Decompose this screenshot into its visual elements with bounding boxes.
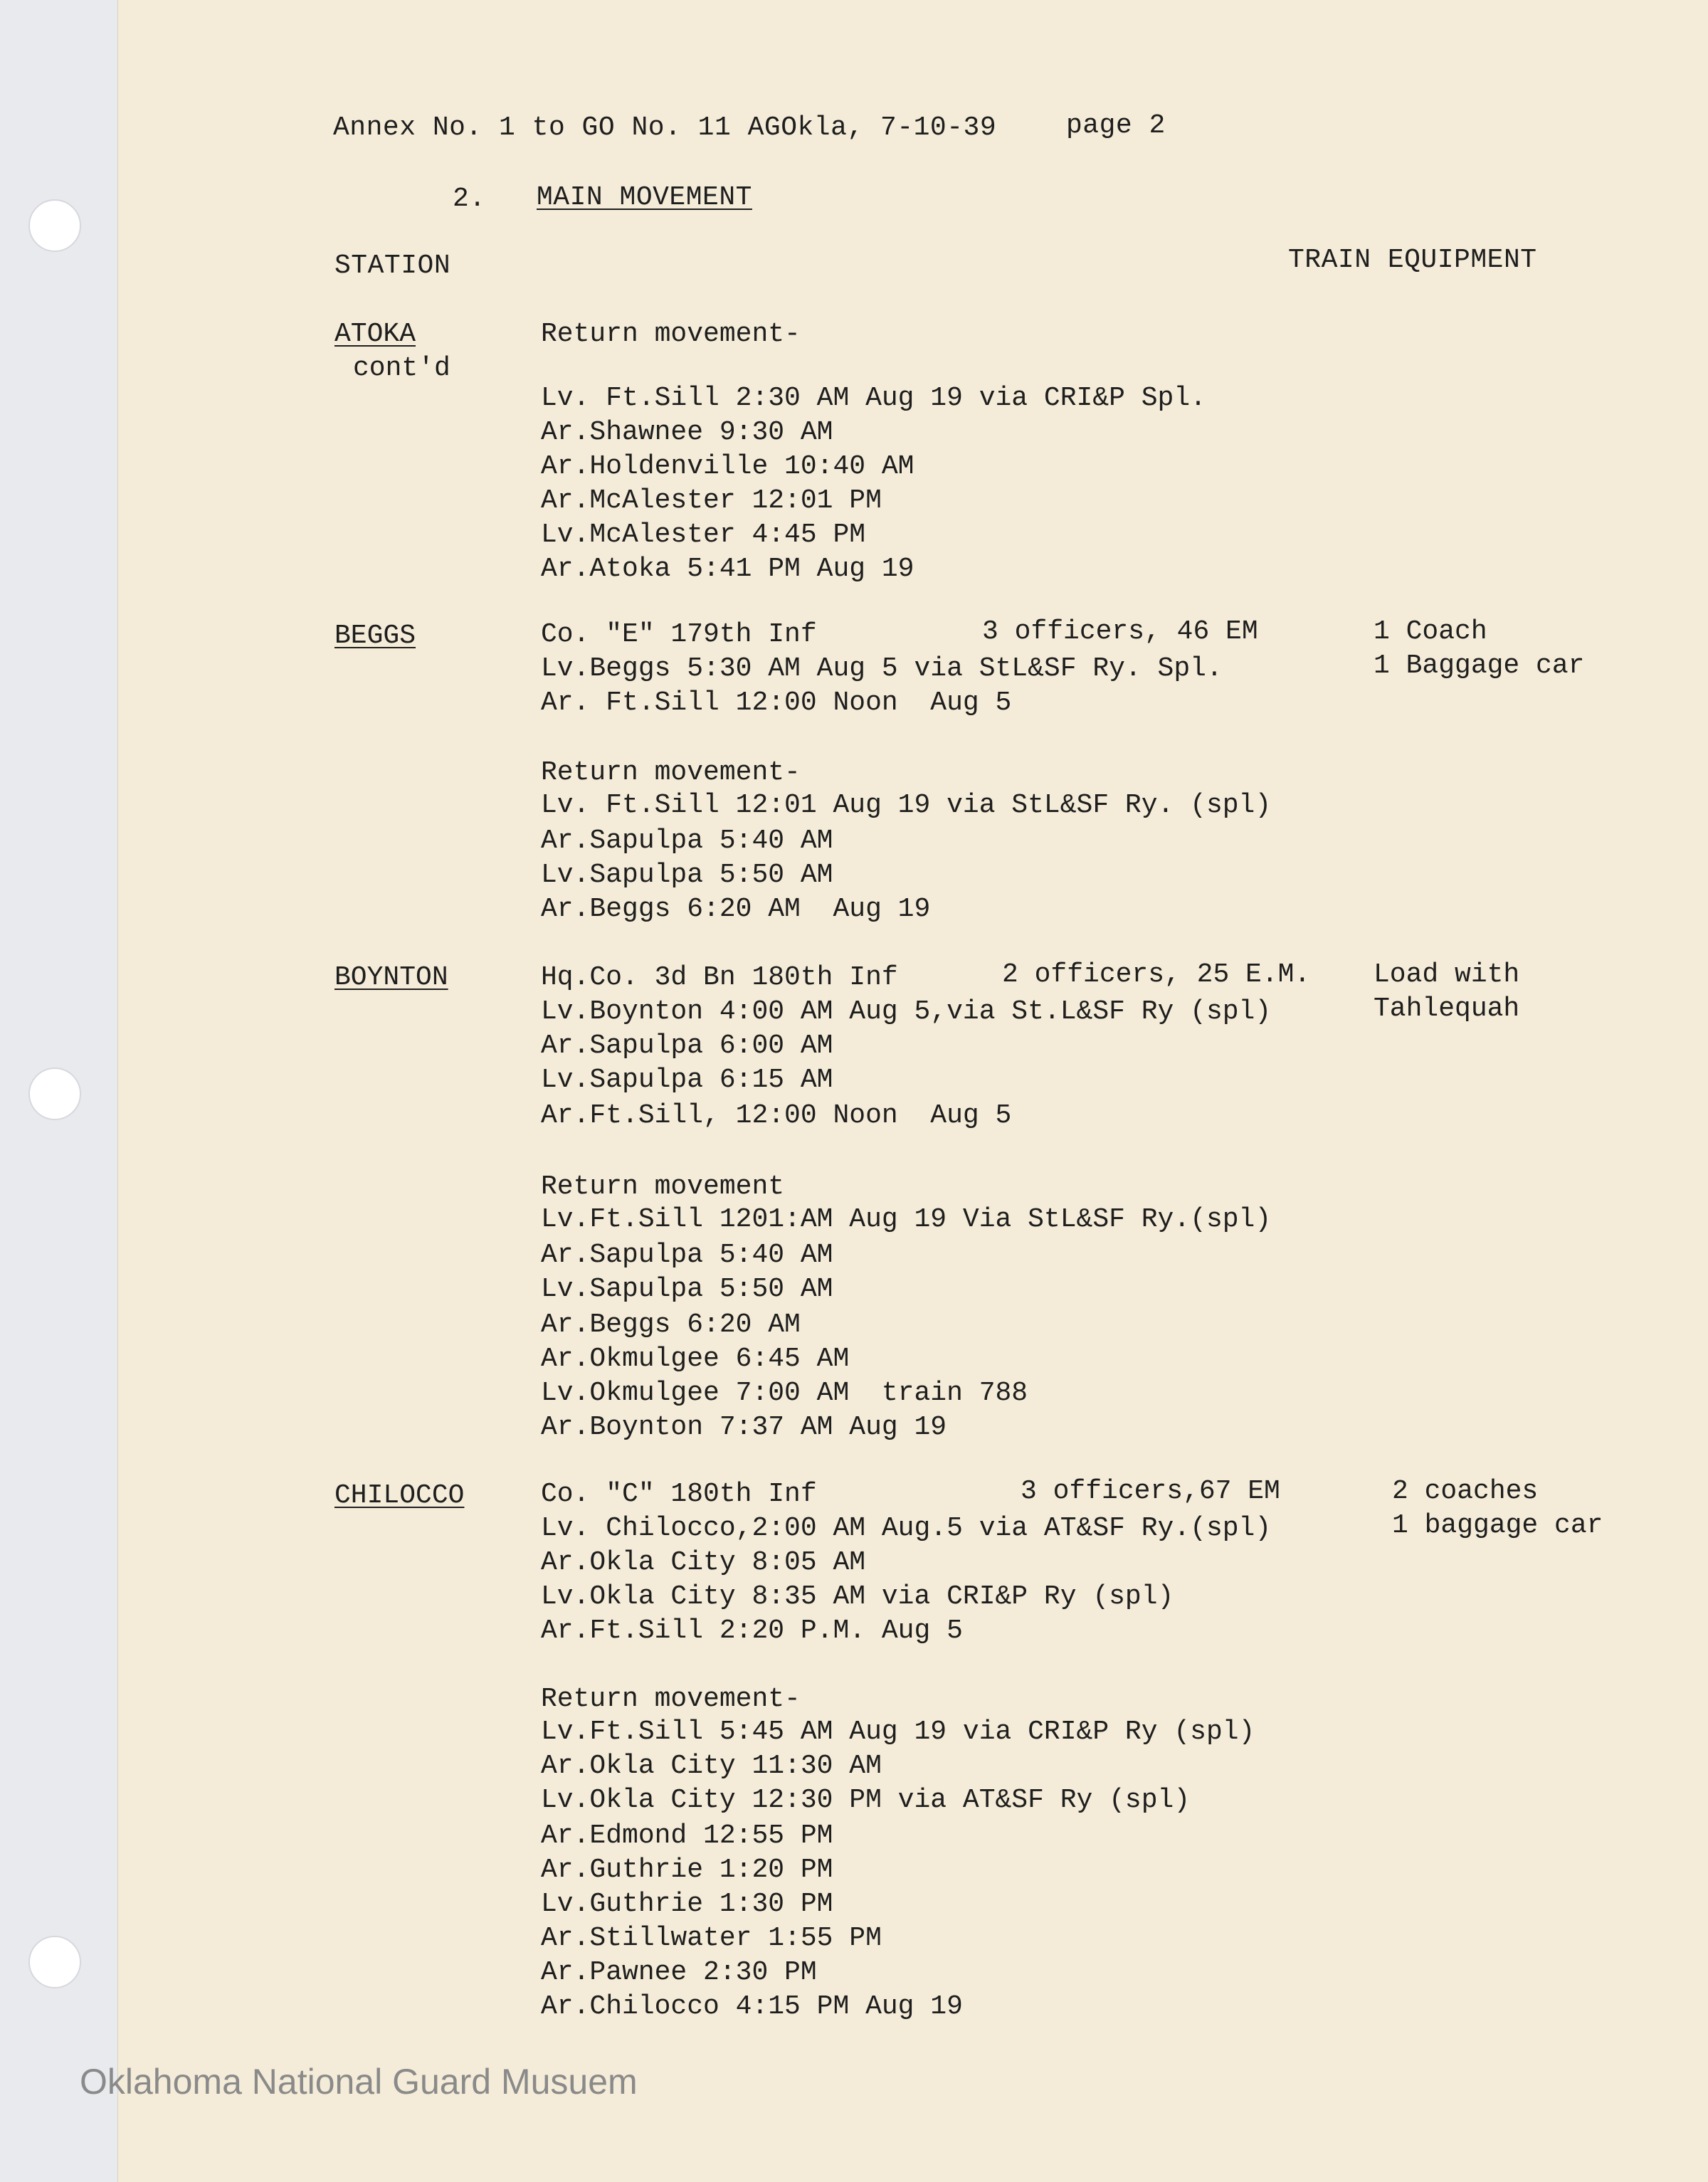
- station-chilocco: CHILOCCO: [334, 1480, 465, 1511]
- binder-strip: [0, 0, 119, 2182]
- schedule-line: Ar.Pawnee 2:30 PM: [541, 1957, 817, 1988]
- museum-watermark: Oklahoma National Guard Musuem: [80, 2062, 638, 2102]
- schedule-line: Ar.Ft.Sill, 12:00 Noon Aug 5: [541, 1100, 1012, 1131]
- schedule-line: Ar.Stillwater 1:55 PM: [541, 1923, 882, 1954]
- section-number: 2.: [453, 184, 486, 214]
- unit-strength: 3 officers, 46 EM: [982, 616, 1258, 647]
- punch-hole: [28, 199, 81, 252]
- schedule-line: Ar.Sapulpa 5:40 AM: [541, 826, 833, 856]
- schedule-line: Lv.Sapulpa 6:15 AM: [541, 1065, 833, 1095]
- schedule-line: Ar.Sapulpa 6:00 AM: [541, 1031, 833, 1061]
- train-equipment: Tahlequah: [1374, 994, 1520, 1024]
- schedule-line: Lv.Okmulgee 7:00 AM train 788: [541, 1378, 1028, 1408]
- equipment-column-header: TRAIN EQUIPMENT: [1288, 245, 1537, 275]
- schedule-line: Ar.McAlester 12:01 PM: [541, 485, 882, 516]
- schedule-line: Ar.Beggs 6:20 AM: [541, 1309, 801, 1340]
- schedule-line: Return movement-: [541, 319, 801, 349]
- schedule-line: Lv.McAlester 4:45 PM: [541, 520, 866, 550]
- schedule-line: Ar.Edmond 12:55 PM: [541, 1820, 833, 1851]
- unit-designation: Co. "E" 179th Inf: [541, 619, 817, 650]
- schedule-line: Lv.Sapulpa 5:50 AM: [541, 1274, 833, 1305]
- schedule-line: Ar.Boynton 7:37 AM Aug 19: [541, 1412, 947, 1443]
- schedule-line: Return movement-: [541, 757, 801, 788]
- station-atoka: ATOKA: [334, 319, 416, 349]
- unit-designation: Co. "C" 180th Inf: [541, 1479, 817, 1509]
- train-equipment: 1 Baggage car: [1374, 650, 1585, 681]
- schedule-line: Lv. Chilocco,2:00 AM Aug.5 via AT&SF Ry.(spl): [541, 1513, 1272, 1544]
- schedule-line: Lv.Okla City 12:30 PM via AT&SF Ry (spl): [541, 1785, 1191, 1815]
- station-beggs: BEGGS: [334, 621, 416, 651]
- station-column-header: STATION: [334, 251, 451, 281]
- unit-strength: 3 officers,67 EM: [1021, 1476, 1280, 1507]
- schedule-line: Ar.Holdenville 10:40 AM: [541, 451, 914, 482]
- schedule-line: Ar.Sapulpa 5:40 AM: [541, 1240, 833, 1270]
- train-equipment: 1 Coach: [1374, 616, 1487, 647]
- section-title: MAIN MOVEMENT: [537, 182, 752, 213]
- schedule-line: Lv.Okla City 8:35 AM via CRI&P Ry (spl): [541, 1581, 1174, 1612]
- punch-hole: [28, 1068, 81, 1120]
- schedule-line: Lv.Boynton 4:00 AM Aug 5,via St.L&SF Ry (spl): [541, 996, 1272, 1027]
- schedule-line: Ar. Ft.Sill 12:00 Noon Aug 5: [541, 687, 1012, 718]
- page-number: page 2: [1066, 110, 1166, 141]
- schedule-line: Lv.Beggs 5:30 AM Aug 5 via StL&SF Ry. Spl.: [541, 653, 1223, 684]
- schedule-line: Lv. Ft.Sill 2:30 AM Aug 19 via CRI&P Spl.: [541, 383, 1206, 413]
- schedule-line: Ar.Shawnee 9:30 AM: [541, 417, 833, 448]
- schedule-line: Ar.Guthrie 1:20 PM: [541, 1855, 833, 1885]
- schedule-line: Ar.Atoka 5:41 PM Aug 19: [541, 554, 914, 584]
- punch-hole: [28, 1936, 81, 1988]
- schedule-line: Lv.Ft.Sill 5:45 AM Aug 19 via CRI&P Ry (spl): [541, 1717, 1255, 1747]
- station-atoka-continued: cont'd: [353, 353, 450, 384]
- annex-reference: Annex No. 1 to GO No. 11 AGOkla, 7-10-39: [333, 112, 997, 143]
- unit-strength: 2 officers, 25 E.M.: [1002, 959, 1311, 990]
- schedule-line: Lv.Sapulpa 5:50 AM: [541, 860, 833, 890]
- schedule-line: Ar.Okmulgee 6:45 AM: [541, 1344, 850, 1374]
- train-equipment: Load with: [1374, 959, 1520, 990]
- schedule-line: Ar.Okla City 11:30 AM: [541, 1751, 882, 1781]
- train-equipment: 1 baggage car: [1392, 1510, 1603, 1541]
- schedule-line: Ar.Ft.Sill 2:20 P.M. Aug 5: [541, 1616, 963, 1646]
- schedule-line: Lv.Guthrie 1:30 PM: [541, 1889, 833, 1919]
- schedule-line: Ar.Okla City 8:05 AM: [541, 1547, 866, 1578]
- schedule-line: Lv.Ft.Sill 1201:AM Aug 19 Via StL&SF Ry.(spl): [541, 1204, 1272, 1235]
- schedule-line: Lv. Ft.Sill 12:01 Aug 19 via StL&SF Ry. (spl): [541, 790, 1272, 821]
- schedule-line: Return movement: [541, 1171, 785, 1202]
- unit-designation: Hq.Co. 3d Bn 180th Inf: [541, 962, 898, 993]
- schedule-line: Ar.Beggs 6:20 AM Aug 19: [541, 894, 931, 924]
- train-equipment: 2 coaches: [1392, 1476, 1539, 1507]
- schedule-line: Return movement-: [541, 1684, 801, 1714]
- schedule-line: Ar.Chilocco 4:15 PM Aug 19: [541, 1991, 963, 2022]
- station-boynton: BOYNTON: [334, 962, 448, 993]
